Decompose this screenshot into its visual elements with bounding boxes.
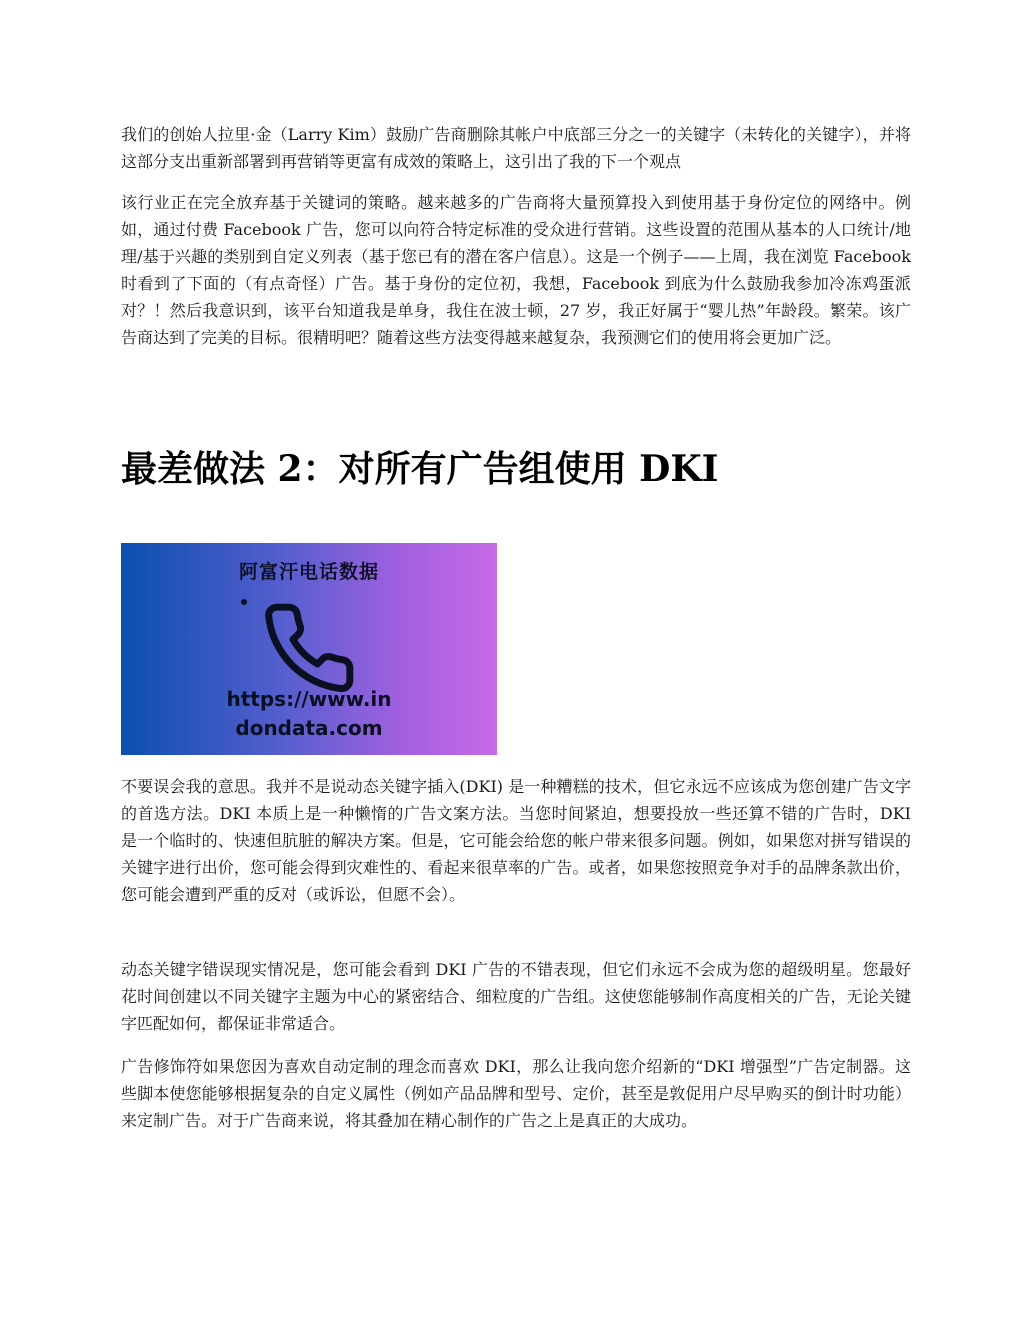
banner-dot bbox=[241, 599, 247, 605]
paragraph-ad-customizers: 广告修饰符如果您因为喜欢自动定制的理念而喜欢 DKI，那么让我向您介绍新的“DKI 增强型”广告定制器。这些脚本使您能够根据复杂的自定义属性（例如产品品牌和型号、定价，甚至是敦促用户尽早购买的倒计时功能）来定制广告。对于广告商来说，将其叠加在精心制作的广告之上是真正的大成功。 bbox=[121, 1057, 911, 1130]
banner-url-line-2: dondata.com bbox=[235, 716, 383, 740]
banner-title: 阿富汗电话数据 bbox=[238, 561, 379, 583]
section-heading: 最差做法 2：对所有广告组使用 DKI bbox=[121, 448, 719, 490]
paragraph-dki-reality: 动态关键字错误现实情况是，您可能会看到 DKI 广告的不错表现，但它们永远不会成为您的超级明星。您最好花时间创建以不同关键字主题为中心的紧密结合、细粒度的广告组。这使您能够制作高度相关的广告，无论关键字匹配如何，都保证非常适合。 bbox=[121, 960, 911, 1033]
paragraph-identity-targeting: 该行业正在完全放弃基于关键词的策略。越来越多的广告商将大量预算投入到使用基于身份定位的网络中。例如，通过付费 Facebook 广告，您可以向符合特定标准的受众进行营销。这些设置的范围从基本的人口统计/地理/基于兴趣的类别到自定义列表（基于您已有的潜在客户信息）。这是一个例子——上周，我在浏览 Facebook 时看到了下面的（有点奇怪）广告。基于身份的定位初，我想，Facebook 到底为什么鼓励我参加冷冻鸡蛋派对？！然后我意识到，该平台知道我是单身，我住在波士顿，27 岁，我正好属于“婴儿热”年龄段。繁荣。该广告商达到了完美的目标。很精明吧？随着这些方法变得越来越复杂，我预测它们的使用将会更加广泛。 bbox=[121, 193, 911, 347]
paragraph-founder: 我们的创始人拉里·金（Larry Kim）鼓励广告商删除其帐户中底部三分之一的关键字（未转化的关键字），并将这部分支出重新部署到再营销等更富有成效的策略上，这引出了我的下一个观点 bbox=[121, 125, 911, 171]
phone-icon bbox=[256, 599, 362, 697]
ad-banner-image bbox=[121, 543, 497, 755]
banner-url bbox=[121, 685, 497, 743]
paragraph-dki-opinion: 不要误会我的意思。我并不是说动态关键字插入(DKI) 是一种糟糕的技术，但它永远不应该成为您创建广告文字的首选方法。DKI 本质上是一种懒惰的广告文案方法。当您时间紧迫，想要投放一些还算不错的广告时，DKI 是一个临时的、快速但肮脏的解决方案。但是，它可能会给您的帐户带来很多问题。例如，如果您对拼写错误的关键字进行出价，您可能会得到灾难性的、看起来很草率的广告。或者，如果您按照竞争对手的品牌条款出价，您可能会遭到严重的反对（或诉讼，但愿不会）。 bbox=[121, 777, 911, 904]
banner-url-line-1: https://www.in bbox=[226, 687, 392, 711]
